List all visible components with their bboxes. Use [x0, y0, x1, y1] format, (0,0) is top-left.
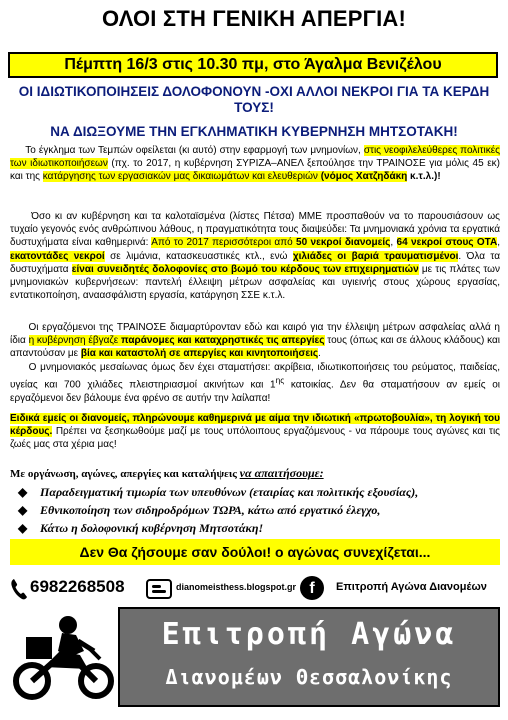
highlight-bold: παράνομες και καταχρηστικές τις απεργίες — [121, 335, 325, 347]
text: , — [390, 237, 397, 249]
highlight-bold: Ειδικά εμείς οι διανομείς, πληρώνουμε καθημερινά με αίμα την ιδιωτική «πρωτοβουλία», τη λογική του κέρδους. — [10, 413, 500, 438]
demand-text: Εθνικοποίηση των σιδηροδρόμων ΤΩΡΑ, κάτω από εργατικό έλεγχο, — [40, 503, 381, 517]
facebook-icon: f — [300, 576, 324, 600]
text: , — [497, 237, 501, 249]
text-underlined: να απαιτήσουμε: — [239, 466, 324, 480]
committee-city: Διανομέων Θεσσαλονίκης — [165, 665, 453, 689]
highlight-bold: 50 νεκροί διανομείς — [296, 237, 391, 249]
text: τους (όπως και σε άλλους κλάδους) και απαντούσαν με — [10, 335, 500, 360]
slogan-banner: Δεν Θα ζήσουμε σαν δούλοι! ο αγώνας συνεχίζεται... — [10, 539, 500, 565]
superscript: ης — [275, 375, 285, 386]
committee-name: Επιτροπή Αγώνα — [161, 617, 457, 652]
courier-rider-image — [8, 607, 120, 707]
text: Με οργάνωση, αγώνες, απεργίες και καταλήψεις — [10, 468, 240, 480]
diamond-bullet-icon: ◆ — [18, 521, 28, 535]
text: Πρέπει να ξεσηκωθούμε μαζί με τους υπόλοιπους εργαζόμενους - να πάρουμε τους αγώνες και τις ζωές μας στα χέρια μας! — [10, 426, 500, 451]
highlight: κατάργησης των εργασιακών μας δικαιωμάτων και ελευθεριών — [42, 171, 318, 183]
text: με τις πλάτες των μνημονιακών κυβερνήσεων: παντελή έλλειψη μέτρων ασφαλείας και υγιεινής στους χώρους εργασίας, εντατικοποίηση, αναασφάλιστη εργασία, κατάργηση ΣΣΕ κ.τ.λ. — [10, 263, 500, 302]
footer-banner — [8, 607, 500, 707]
text: Ο μνημονιακός μεσαίωνας όμως δεν έχει σταματήσει: ακρίβεια, ιδιωτικοποιήσεις του ρεύματος, παιδείας, υγείας και 700 χιλιάδες πλειστηριασμοί ακινήτων και 1 — [10, 362, 500, 391]
highlight-bold: (νόμος Χατζηδάκη — [317, 171, 408, 183]
demand-item — [18, 521, 263, 536]
text: . — [318, 348, 321, 360]
paragraph-tempi — [10, 144, 500, 184]
paragraph-middle-ages — [10, 361, 500, 405]
headline-government: ΝΑ ΔΙΩΞΟΥΜΕ ΤΗΝ ΕΓΚΛΗΜΑΤΙΚΗ ΚΥΒΕΡΝΗΣΗ ΜΗΤΣΟΤΑΚΗ! — [50, 124, 458, 139]
contact-bar — [0, 574, 508, 606]
facebook-page-name: Επιτροπή Αγώνα Διανομέων — [336, 581, 487, 593]
phone-number: 6982268508 — [30, 577, 125, 596]
text: Οι εργαζόμενοι της ΤΡΑΙΝΟΣΕ διαμαρτύρονταν εδώ και καιρό για την έλλειψη μέτρων ασφαλείας αλλά η ίδια — [10, 322, 500, 347]
highlight: Από το 2017 περισσότεροι από — [151, 237, 297, 249]
text: (πχ. το 2017, η κυβέρνηση ΣΥΡΙΖΑ–ΑΝΕΛ ξεπούλησε την ΤΡΑΙΝΟΣΕ για μόλις 45 εκ) και της — [10, 158, 500, 183]
headline-privatizations: ΟΙ ΙΔΙΩΤΙΚΟΠΟΙΗΣΕΙΣ ΔΟΛΟΦΟΝΟΥΝ -ΟΧΙ ΑΛΛΟΙ ΝΕΚΡΟΙ ΓΙΑ ΤΑ ΚΕΡΔΗ ΤΟΥΣ! — [18, 84, 490, 115]
highlight-bold: χιλιάδες οι βαριά τραυματισμένοι — [292, 250, 459, 262]
paragraph-accidents — [10, 210, 500, 302]
demand-text: Κάτω η δολοφονική κυβέρνηση Μητσοτάκη! — [40, 521, 264, 535]
paragraph-couriers — [10, 412, 500, 452]
demand-item — [18, 503, 380, 518]
highlight: στις νεοφιλελεύθερες πολιτικές των ιδιωτικοποιήσεων — [10, 145, 500, 170]
text: . Όλα τα δυστυχήματα — [10, 250, 500, 275]
paragraph-trainose — [10, 321, 500, 361]
flyer-title: ΟΛΟΙ ΣΤΗ ΓΕΝΙΚΗ ΑΠΕΡΓΙΑ! — [101, 6, 407, 31]
blog-url: dianomeisthess.blogspot.gr — [176, 582, 297, 592]
text: Όσο κι αν κυβέρνηση και τα καλοταϊσμένα (λίστες Πέτσα) ΜΜΕ προσπαθούν να το παρουσιάσουν ως τυχαίο γεγονός ενός ανθρώπινου λάθους, η πραγματικότητα τους διαψεύδει: Τα μνημονιακά χρόνια τα εργατικά δυστυχήματα είναι καθημερινά: — [10, 211, 500, 249]
motorbike-rider-icon — [8, 607, 120, 707]
diamond-bullet-icon: ◆ — [18, 503, 28, 517]
blogger-icon — [146, 578, 172, 600]
highlight-bold: 64 νεκροί στους ΟΤΑ — [396, 237, 498, 249]
text: σε λιμάνια, κατασκευαστικές κτλ., ενώ — [104, 250, 293, 262]
demand-item — [18, 485, 418, 500]
highlight: η κυβέρνηση έβγαζε — [28, 335, 121, 347]
highlight-bold: βία και καταστολή σε απεργίες και κινητοποιήσεις — [80, 348, 319, 360]
phone-icon — [10, 578, 28, 600]
text: κατοικίας. Δεν θα σταματήσουν αν εμείς οι εργαζόμενοι δεν βάλουμε ένα φρένο σε αυτήν την λαίλαπα! — [10, 379, 500, 404]
demand-text: Παραδειγματική τιμωρία των υπευθύνων (εταιρίας και πολιτικής εξουσίας), — [40, 485, 419, 499]
demands-intro — [10, 466, 324, 481]
date-banner: Πέμπτη 16/3 στις 10.30 πμ, στο Άγαλμα Βενιζέλου — [8, 52, 498, 78]
highlight-bold: εκατοντάδες νεκροί — [10, 250, 105, 262]
highlight-bold: είναι συνειδητές δολοφονίες στο βωμό του κέρδους των επιχειρηματιών — [71, 263, 419, 275]
text-bold: κ.τ.λ.)! — [407, 171, 441, 183]
diamond-bullet-icon: ◆ — [18, 485, 28, 499]
text: Το έγκλημα των Τεμπών οφείλεται (κι αυτό) στην εφαρμογή των μνημονίων, — [25, 145, 364, 156]
committee-name-box — [118, 607, 500, 707]
